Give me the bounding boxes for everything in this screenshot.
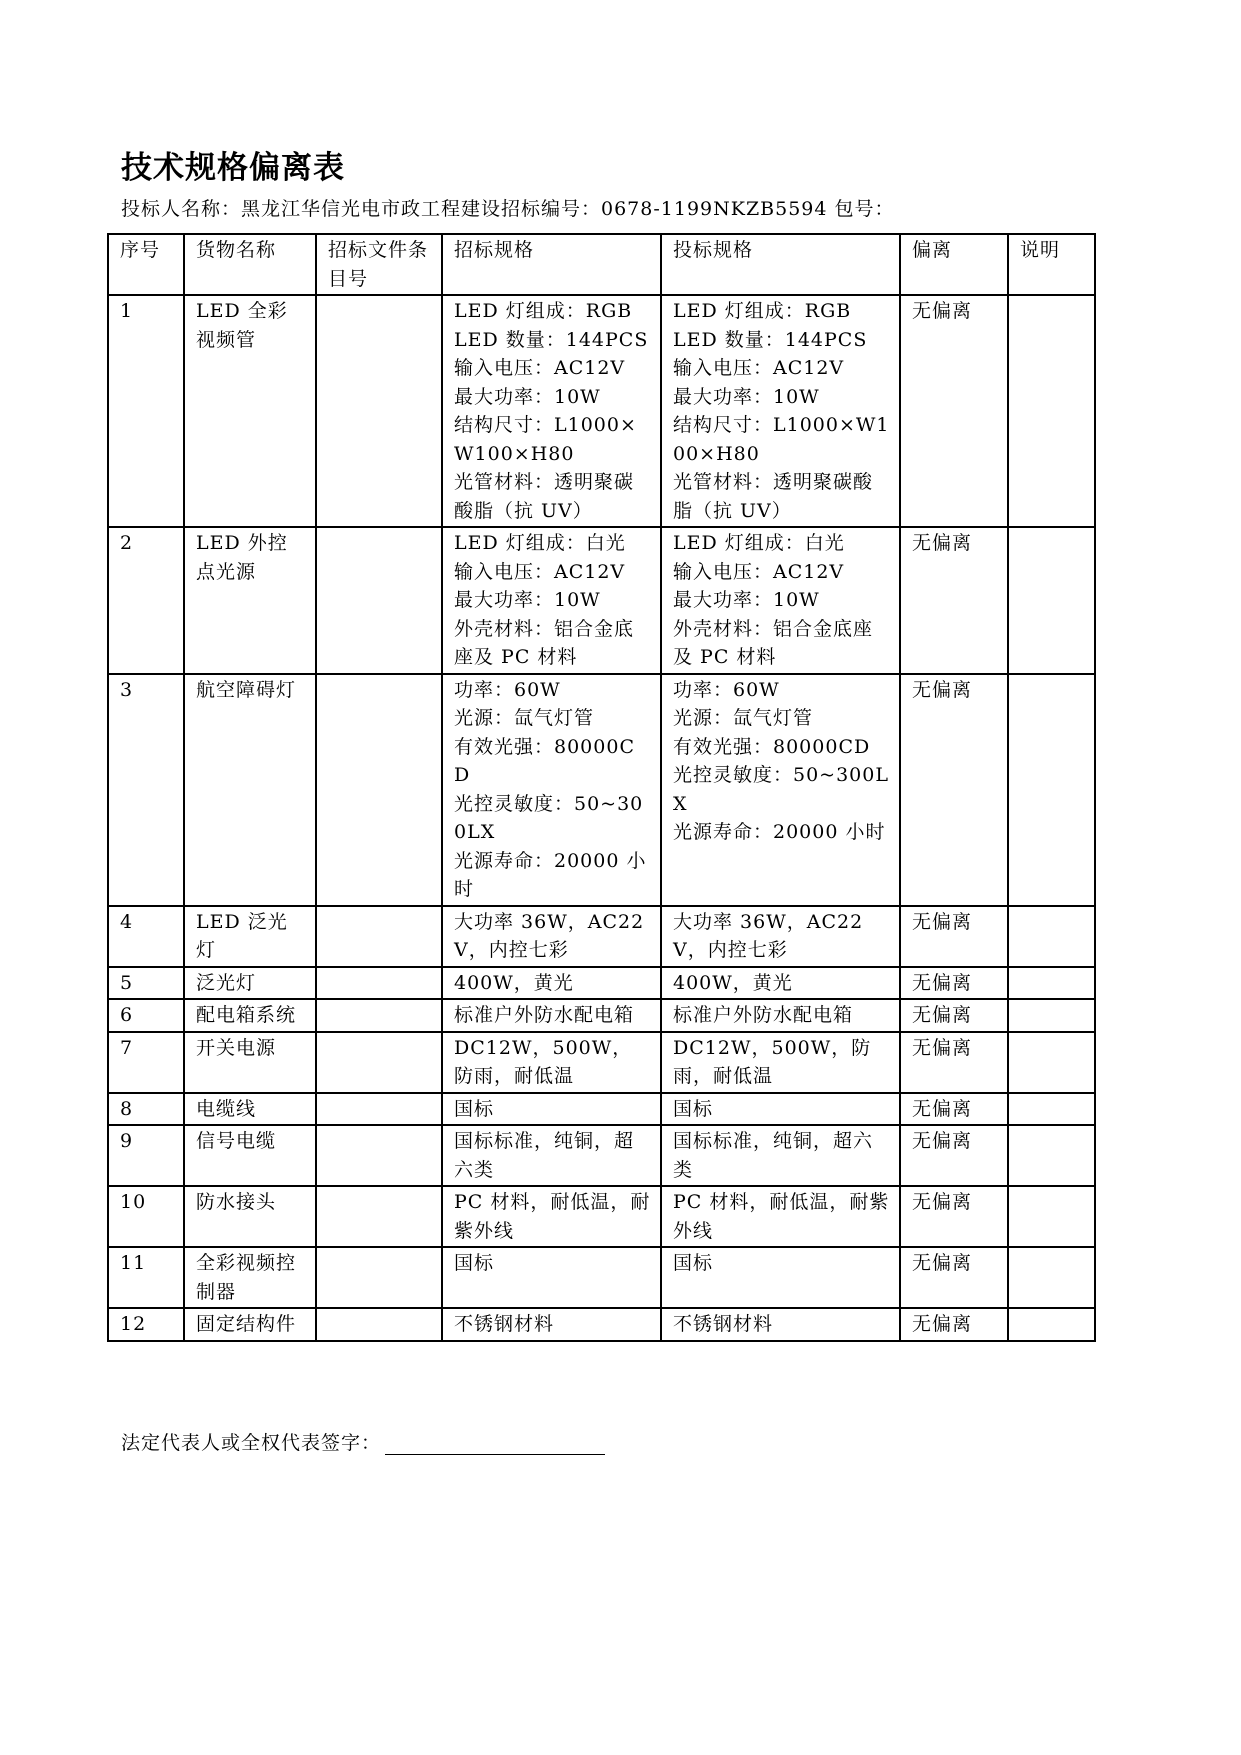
goods-name-cell: 开关电源 [184, 1032, 316, 1093]
deviation-cell: 无偏离 [900, 295, 1008, 527]
remark-cell [1008, 906, 1095, 967]
tender-item-no-cell [316, 1186, 442, 1247]
table-row [108, 1247, 1095, 1308]
table-row [108, 999, 1095, 1032]
bid-spec-cell: 不锈钢材料 [661, 1308, 900, 1341]
goods-name-cell: LED 泛光灯 [184, 906, 316, 967]
bidder-info-line: 投标人名称：黑龙江华信光电市政工程建设招标编号：0678-1199NKZB5594 包号： [121, 198, 895, 220]
row-number-cell: 7 [108, 1032, 184, 1093]
remark-cell [1008, 1308, 1095, 1341]
remark-cell [1008, 1032, 1095, 1093]
row-number-cell: 9 [108, 1125, 184, 1186]
deviation-cell: 无偏离 [900, 1032, 1008, 1093]
tender-spec-cell: LED 灯组成：RGB LED 数量：144PCS 输入电压：AC12V 最大功率：10W 结构尺寸：L1000×W100×H80 光管材料：透明聚碳酸脂（抗 UV） [442, 295, 661, 527]
table-row [108, 674, 1095, 906]
tender-item-no-cell [316, 1247, 442, 1308]
goods-name-cell: 固定结构件 [184, 1308, 316, 1341]
row-number-cell: 12 [108, 1308, 184, 1341]
remark-cell [1008, 999, 1095, 1032]
tender-item-no-cell [316, 1093, 442, 1126]
bid-spec-cell: 国标 [661, 1093, 900, 1126]
goods-name-cell: 防水接头 [184, 1186, 316, 1247]
deviation-cell: 无偏离 [900, 999, 1008, 1032]
table-row [108, 527, 1095, 674]
tender-spec-cell: LED 灯组成：白光 输入电压：AC12V 最大功率：10W 外壳材料：铝合金底座及 PC 材料 [442, 527, 661, 674]
table-row [108, 1093, 1095, 1126]
tender-spec-cell: 不锈钢材料 [442, 1308, 661, 1341]
tender-spec-cell: DC12W，500W，防雨，耐低温 [442, 1032, 661, 1093]
table-row [108, 1032, 1095, 1093]
goods-name-cell: 航空障碍灯 [184, 674, 316, 906]
deviation-cell: 无偏离 [900, 674, 1008, 906]
tender-item-no-cell [316, 674, 442, 906]
tender-spec-cell: 国标 [442, 1247, 661, 1308]
row-number-cell: 6 [108, 999, 184, 1032]
row-number-cell: 10 [108, 1186, 184, 1247]
deviation-cell: 无偏离 [900, 1093, 1008, 1126]
tender-spec-cell: 功率：60W 光源：氙气灯管 有效光强：80000CD 光控灵敏度：50~300LX 光源寿命：20000 小时 [442, 674, 661, 906]
tender-spec-cell: 400W，黄光 [442, 967, 661, 1000]
tender-spec-cell: PC 材料，耐低温，耐紫外线 [442, 1186, 661, 1247]
tender-item-no-cell [316, 999, 442, 1032]
goods-name-cell: 泛光灯 [184, 967, 316, 1000]
table-header-row [108, 234, 1095, 295]
bid-spec-cell: 国标 [661, 1247, 900, 1308]
bid-spec-cell: 国标标准，纯铜，超六类 [661, 1125, 900, 1186]
spec-deviation-table [107, 233, 1096, 1342]
header-tender-item-no: 招标文件条目号 [316, 234, 442, 295]
tender-item-no-cell [316, 295, 442, 527]
bid-spec-cell: DC12W，500W，防雨，耐低温 [661, 1032, 900, 1093]
row-number-cell: 3 [108, 674, 184, 906]
bid-spec-cell: 大功率 36W，AC22V，内控七彩 [661, 906, 900, 967]
deviation-cell: 无偏离 [900, 527, 1008, 674]
tender-spec-cell: 大功率 36W，AC22V，内控七彩 [442, 906, 661, 967]
header-bid-spec: 投标规格 [661, 234, 900, 295]
tender-item-no-cell [316, 1125, 442, 1186]
goods-name-cell: 信号电缆 [184, 1125, 316, 1186]
remark-cell [1008, 527, 1095, 674]
deviation-cell: 无偏离 [900, 1308, 1008, 1341]
table-row [108, 1125, 1095, 1186]
deviation-cell: 无偏离 [900, 1247, 1008, 1308]
table-row [108, 906, 1095, 967]
goods-name-cell: 配电箱系统 [184, 999, 316, 1032]
bid-spec-cell: LED 灯组成：RGB LED 数量：144PCS 输入电压：AC12V 最大功率：10W 结构尺寸：L1000×W100×H80 光管材料：透明聚碳酸脂（抗 UV） [661, 295, 900, 527]
page-title: 技术规格偏离表 [121, 150, 345, 186]
bid-spec-cell: 标准户外防水配电箱 [661, 999, 900, 1032]
header-no: 序号 [108, 234, 184, 295]
bid-spec-cell: 400W，黄光 [661, 967, 900, 1000]
bid-spec-cell: 功率：60W 光源：氙气灯管 有效光强：80000CD 光控灵敏度：50~300LX 光源寿命：20000 小时 [661, 674, 900, 906]
remark-cell [1008, 1247, 1095, 1308]
header-goods-name: 货物名称 [184, 234, 316, 295]
remark-cell [1008, 1186, 1095, 1247]
tender-item-no-cell [316, 1032, 442, 1093]
signature-label: 法定代表人或全权代表签字： [121, 1432, 382, 1454]
goods-name-cell: 电缆线 [184, 1093, 316, 1126]
tender-item-no-cell [316, 967, 442, 1000]
bid-spec-cell: PC 材料，耐低温，耐紫外线 [661, 1186, 900, 1247]
tender-spec-cell: 标准户外防水配电箱 [442, 999, 661, 1032]
deviation-cell: 无偏离 [900, 967, 1008, 1000]
bid-spec-cell: LED 灯组成：白光 输入电压：AC12V 最大功率：10W 外壳材料：铝合金底座及 PC 材料 [661, 527, 900, 674]
deviation-cell: 无偏离 [900, 906, 1008, 967]
row-number-cell: 8 [108, 1093, 184, 1126]
deviation-cell: 无偏离 [900, 1125, 1008, 1186]
table-row [108, 1186, 1095, 1247]
remark-cell [1008, 967, 1095, 1000]
signature-line[interactable] [385, 1434, 605, 1455]
row-number-cell: 11 [108, 1247, 184, 1308]
tender-item-no-cell [316, 527, 442, 674]
row-number-cell: 1 [108, 295, 184, 527]
signature-block [121, 1428, 605, 1455]
tender-spec-cell: 国标标准，纯铜，超六类 [442, 1125, 661, 1186]
remark-cell [1008, 674, 1095, 906]
remark-cell [1008, 1125, 1095, 1186]
tender-spec-cell: 国标 [442, 1093, 661, 1126]
header-deviation: 偏离 [900, 234, 1008, 295]
goods-name-cell: LED 外控点光源 [184, 527, 316, 674]
tender-item-no-cell [316, 1308, 442, 1341]
row-number-cell: 5 [108, 967, 184, 1000]
table-row [108, 295, 1095, 527]
goods-name-cell: LED 全彩视频管 [184, 295, 316, 527]
table-row [108, 967, 1095, 1000]
header-remark: 说明 [1008, 234, 1095, 295]
row-number-cell: 4 [108, 906, 184, 967]
goods-name-cell: 全彩视频控制器 [184, 1247, 316, 1308]
remark-cell [1008, 295, 1095, 527]
deviation-cell: 无偏离 [900, 1186, 1008, 1247]
tender-item-no-cell [316, 906, 442, 967]
table-row [108, 1308, 1095, 1341]
row-number-cell: 2 [108, 527, 184, 674]
remark-cell [1008, 1093, 1095, 1126]
header-tender-spec: 招标规格 [442, 234, 661, 295]
